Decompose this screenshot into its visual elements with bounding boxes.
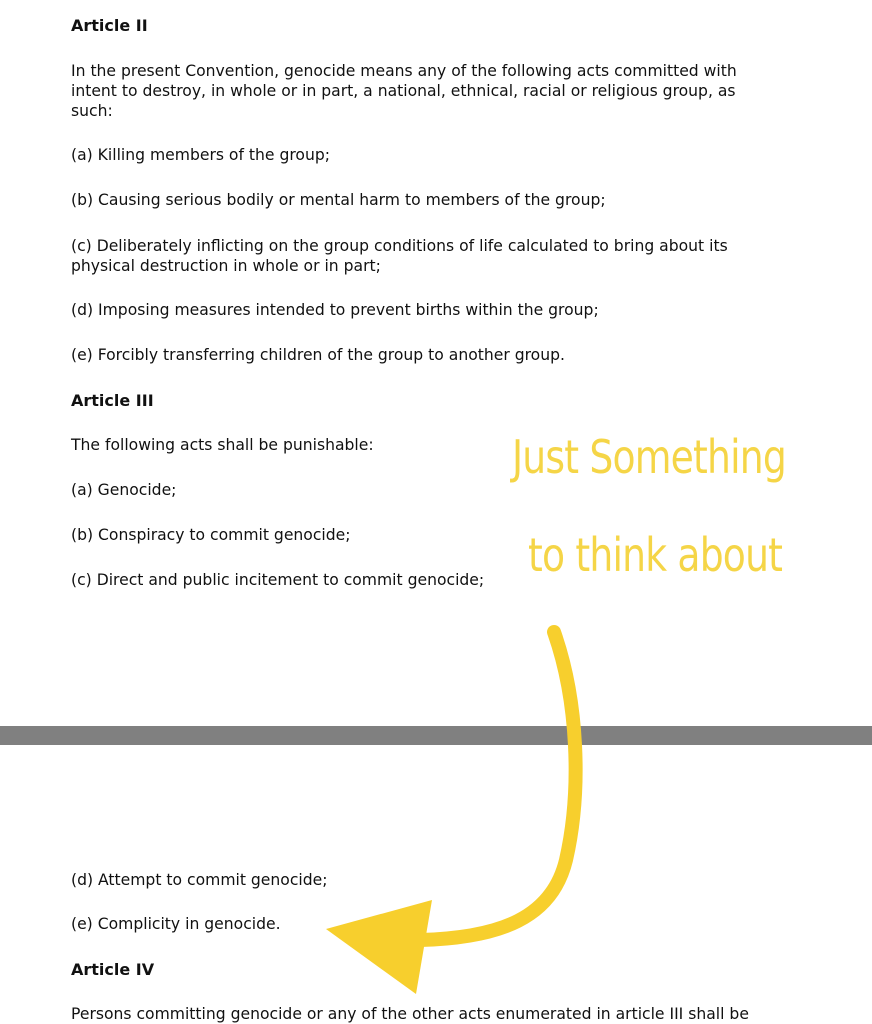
article-2-intro-line-1: In the present Convention, genocide means any of the following acts committed with [71,62,737,80]
article-3-item-c: (c) Direct and public incitement to commit genocide; [71,571,485,589]
article-3-item-a: (a) Genocide; [71,481,177,499]
article-2-heading: Article II [71,16,148,35]
article-2-item-d: (d) Imposing measures intended to prevent births within the group; [71,301,599,319]
annotation-text-line-2: to think about [528,528,783,582]
annotation-text-line-1: Just Something [512,430,786,484]
article-4-heading: Article IV [71,960,155,979]
article-2-intro-line-2: intent to destroy, in whole or in part, a national, ethnical, racial or religious group, as [71,82,736,100]
article-3-intro: The following acts shall be punishable: [71,436,374,454]
article-3-heading: Article III [71,391,154,410]
article-3-item-d: (d) Attempt to commit genocide; [71,871,328,889]
article-2-item-c-line-2: physical destruction in whole or in part; [71,257,381,275]
article-3-item-e: (e) Complicity in genocide. [71,915,281,933]
article-2-intro-line-3: such: [71,102,113,120]
article-4-intro-line-1: Persons committing genocide or any of the other acts enumerated in article III shall be [71,1005,749,1023]
article-2-item-c-line-1: (c) Deliberately inflicting on the group conditions of life calculated to bring about its [71,237,728,255]
article-2-item-a: (a) Killing members of the group; [71,146,331,164]
document-page-2 [0,745,872,1024]
page-separator [0,726,872,745]
article-3-item-b: (b) Conspiracy to commit genocide; [71,526,351,544]
article-2-item-e: (e) Forcibly transferring children of the group to another group. [71,346,565,364]
article-2-item-b: (b) Causing serious bodily or mental harm to members of the group; [71,191,606,209]
